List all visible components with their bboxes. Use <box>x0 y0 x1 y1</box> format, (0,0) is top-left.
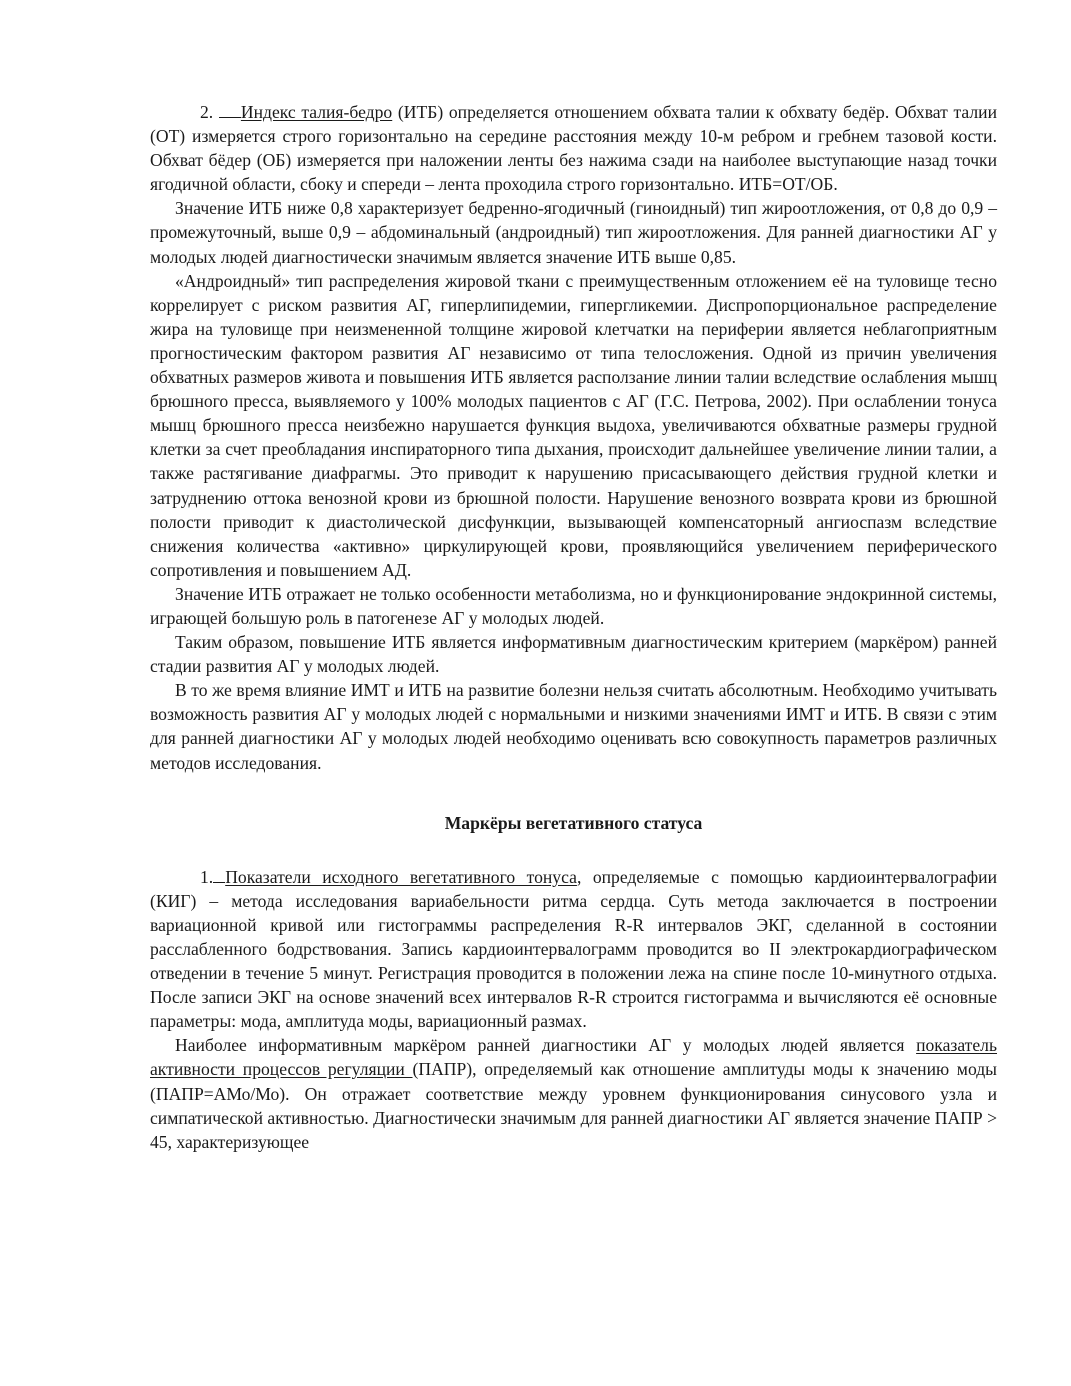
paragraph-waist-hip-index <box>150 100 997 196</box>
paragraph-vegetative-tone <box>150 865 997 1034</box>
term-papr: показатель активности процессов регуляции <box>150 1035 997 1080</box>
underline-gap <box>213 868 225 883</box>
paragraph-papr <box>150 1033 997 1153</box>
paragraph-text: Наиболее информативным маркёром ранней диагностики АГ у молодых людей является <box>175 1035 917 1056</box>
document-page <box>150 100 997 1154</box>
term-vegetative-tone: Показатели исходного вегетативного тонуса <box>225 866 577 887</box>
section-heading: Маркёры вегетативного статуса <box>444 812 703 833</box>
paragraph-itb-metabolism: Значение ИТБ отражает не только особенности метаболизма, но и функционирование эндокринной системы, играющей большую роль в патогенезе АГ у молодых людей. <box>150 583 997 628</box>
paragraph-text: , определяемые с помощью кардиоинтервалографии (КИГ) – метода исследования вариабельности ритма сердца. Суть метода заключается в построении вариационной кривой или гистограммы распределения R-R интервалов ЭКГ, сделанной в состоянии расслабленного бодрствования. Запись кардиоинтервалограмм проводится во II электрокардиографическом отведении в течение 5 минут. Регистрация проводится в положении лежа на спине после 10-минутного отдыха. После записи ЭКГ на основе значений всех интервалов R-R строится гистограмма и вычисляются её основные параметры: мода, амплитуда моды, вариационный размах. <box>150 866 997 1032</box>
paragraph-conclusion: Таким образом, повышение ИТБ является информативным диагностическим критерием (маркёром) ранней стадии развития АГ у молодых людей. <box>150 632 997 677</box>
paragraph-text: (ИТБ) определяется отношением обхвата талии к обхвату бедёр. Обхват талии (ОТ) измеряется строго горизонтально на середине расстояния между 10-м ребром и гребнем тазовой кости. Обхват бёдер (ОБ) измеряется при наложении ленты без нажима сзади на наиболее выступающие назад точки ягодичной области, сбоку и спереди – лента проходила строго горизонтально. ИТБ=ОТ/ОБ. <box>150 102 997 195</box>
paragraph-android-type: «Андроидный» тип распределения жировой ткани с преимущественным отложением её на туловище тесно коррелирует с риском развития АГ, гиперлипидемии, гипергликемии. Диспропорциональное распределение жира на туловище при неизмененной толщине жировой клетчатки на периферии является неблагоприятным прогностическим фактором развития АГ независимо от типа телосложения. Одной из причин увеличения обхватных размеров живота и повышения ИТБ является расползание линии талии вследствие ослабления мышц брюшного пресса, выявляемого у 100% молодых пациентов с АГ (Г.С. Петрова, 2002). При ослаблении тонуса мышц брюшного пресса неизбежно нарушается функция выдоха, увеличиваются обхватные размеры грудной клетки за счет преобладания инспираторного типа дыхания, происходит дальнейшее увеличение линии талии, а также растягивание диафрагмы. Это приводит к нарушению присасывающего действия грудной клетки и затруднению оттока венозной крови из брюшной полости. Нарушение венозного возврата крови из брюшной полости приводит к диастолической дисфункции, вызывающей компенсаторный ангиоспазм вследствие снижения количества «активно» циркулирующей крови, проявляющийся увеличением периферического сопротивления и повышением АД. <box>150 270 997 580</box>
underline-gap <box>219 103 241 118</box>
list-number: 2. <box>200 102 214 122</box>
list-number: 1. <box>200 866 214 887</box>
paragraph-bmi-itb-influence: В то же время влияние ИМТ и ИТБ на развитие болезни нельзя считать абсолютным. Необходимо учитывать возможность развития АГ у молодых людей с нормальными и низкими значениями ИМТ и ИТБ. В связи с этим для ранней диагностики АГ у молодых людей необходимо оценивать всю совокупность параметров различных методов исследования. <box>150 680 997 773</box>
term-waist-hip-index: Индекс талия-бедро <box>240 102 393 122</box>
paragraph-itb-values: Значение ИТБ ниже 0,8 характеризует бедренно-ягодичный (гиноидный) тип жироотложения, от 0,8 до 0,9 – промежуточный, выше 0,9 – абдоминальный (андроидный) тип жироотложения. Для ранней диагностики АГ у молодых людей диагностически значимым является значение ИТБ выше 0,85. <box>150 198 997 267</box>
paragraph-text: (ПАПР), определяемый как отношение амплитуды моды к значению моды (ПАПР=АМо/Мо). Он отражает соответствие между уровнем функционирования синусового узла и симпатической активностью. Диагностически значимым для ранней диагностики АГ является значение ПАПР > 45, характеризующее <box>150 1059 998 1152</box>
